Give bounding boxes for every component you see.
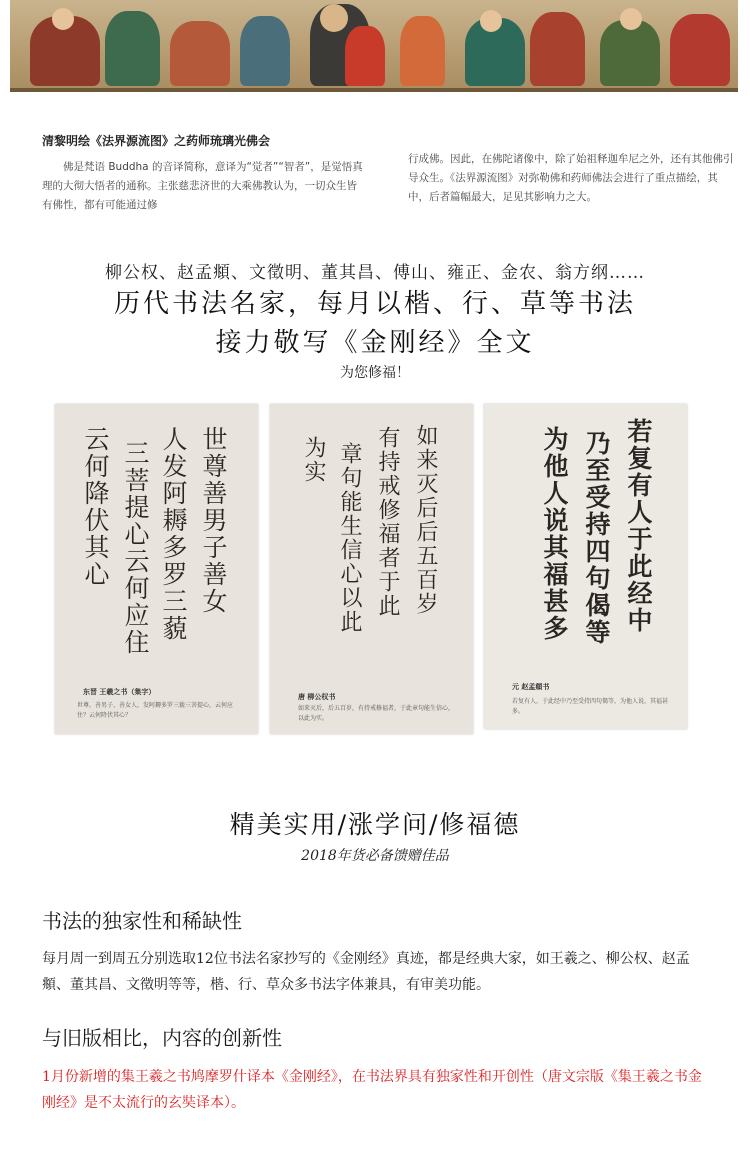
calligraphy-column: 为实 <box>301 436 326 484</box>
calligrapher-names: 柳公权、赵孟頫、文徵明、董其昌、傅山、雍正、金农、翁方纲…… <box>105 263 645 283</box>
head-2 <box>320 4 348 32</box>
mural-banner-image <box>10 0 738 92</box>
head-1 <box>52 8 74 30</box>
calligraphy-column: 乃至受持四句偈等 <box>582 430 611 646</box>
head-4 <box>620 8 642 30</box>
headline-line-1: 历代书法名家，每月以楷、行、草等书法 <box>113 289 636 319</box>
figure-3 <box>170 21 230 86</box>
banner-border <box>10 88 738 92</box>
calligraphy-column: 章句能生信心以此 <box>337 442 362 634</box>
section-1-heading: 书法的独家性和稀缺性 <box>42 909 242 933</box>
card-note: 若复有人，于此经中乃至受持四句偈等，为他人说，其福甚多。 <box>512 698 669 715</box>
calligraphy-column: 如来灭后后五百岁 <box>413 424 438 616</box>
calligraphy-column: 若复有人于此经中 <box>624 418 653 634</box>
calligraphy-card-liu-gongquan <box>270 404 473 734</box>
calligraphy-column: 人发阿耨多罗三藐 <box>159 426 188 642</box>
section-1-body: 每月周一到周五分别选取12位书法名家抄写的《金刚经》真迹，都是经典大家，如王羲之、柳公权、赵孟頫、董其昌、文徵明等等，楷、行、草众多书法字体兼具，有审美功能。 <box>42 951 690 993</box>
caption-right-text: 行成佛。因此，在佛陀诸像中，除了始祖释迦牟尼之外，还有其他佛引导众生。《法界源流图》对弥勒佛和药师佛法会进行了重点描绘，其中，后者篇幅最大，足见其影响力之大。 <box>408 153 734 203</box>
calligraphy-column: 有持戒修福者于此 <box>375 426 400 618</box>
card-label: 唐 柳公权书 <box>298 693 336 701</box>
card-label: 元 赵孟頫书 <box>512 683 550 691</box>
card-label: 东晋 王羲之书（集字） <box>83 688 156 696</box>
blessing-text: 为您修福！ <box>340 365 410 381</box>
section-2-body: 1月份新增的集王羲之书鸠摩罗什译本《金刚经》，在书法界具有独家性和开创性（唐文宗版《集王羲之书金刚经》是不太流行的玄奘译本）。 <box>42 1069 702 1111</box>
caption-title: 清黎明绘《法界源流图》之药师琉璃光佛会 <box>42 134 271 148</box>
tagline-main: 精美实用/涨学问/修福德 <box>229 810 521 839</box>
calligraphy-column: 世尊善男子善女 <box>199 426 228 615</box>
figure-6 <box>345 26 385 86</box>
calligraphy-column: 三菩提心云何应住 <box>121 440 150 656</box>
calligraphy-card-wang-xizhi <box>55 404 258 734</box>
calligraphy-column: 云何降伏其心 <box>81 426 110 588</box>
calligraphy-card-zhao-mengfu <box>484 404 687 729</box>
figure-7 <box>400 16 445 86</box>
figure-2 <box>105 11 160 86</box>
headline-line-2: 接力敬写《金刚经》全文 <box>215 328 535 358</box>
figure-9 <box>530 12 585 86</box>
head-3 <box>480 10 502 32</box>
calligraphy-column: 为他人说其福甚多 <box>540 426 569 642</box>
figure-4 <box>240 16 290 86</box>
section-2-heading: 与旧版相比，内容的创新性 <box>42 1026 282 1050</box>
caption-left-text: 佛是梵语 Buddha 的音译简称，意译为“觉者”“智者”，是觉悟真理的大彻大悟者的通称。主张慈悲济世的大乘佛教认为，一切众生皆有佛性，都有可能通过修 <box>42 161 363 211</box>
card-note: 世尊，善男子、善女人，发阿耨多罗三藐三菩提心，云何应住？云何降伏其心？ <box>77 702 234 719</box>
card-note: 如来灭后，后五百岁，有持戒修福者，于此章句能生信心，以此为实。 <box>298 705 455 722</box>
figure-11 <box>670 14 730 86</box>
tagline-sub: 2018年货必备馈赠佳品 <box>301 848 449 864</box>
